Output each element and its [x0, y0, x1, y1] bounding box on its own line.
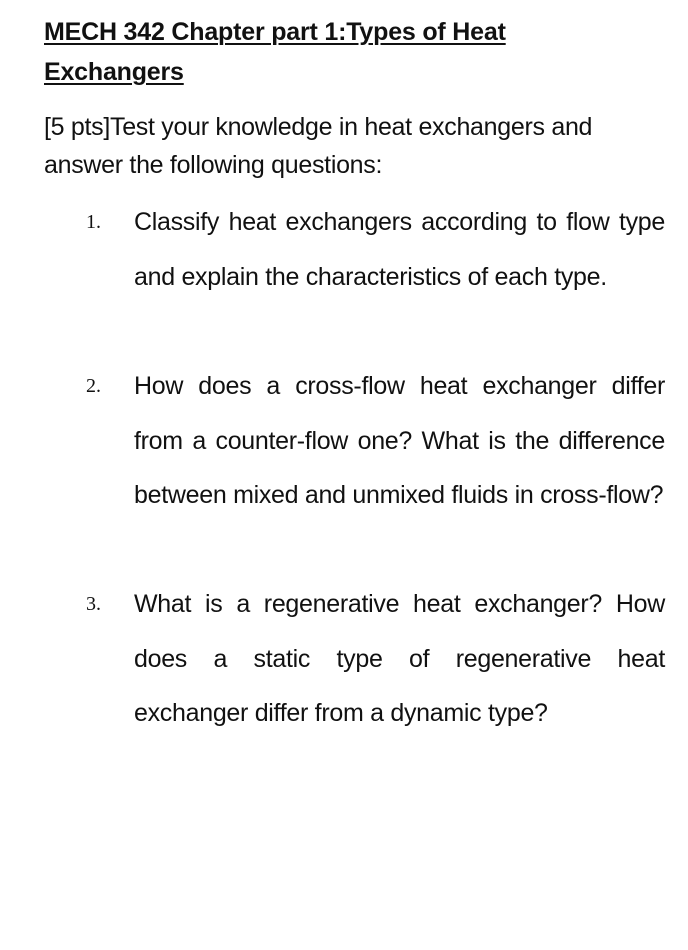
document-title: MECH 342 Chapter part 1:Types of Heat Exchangers — [44, 18, 506, 86]
question-number: 2. — [86, 375, 101, 397]
question-text: What is a regenerative heat exchanger? How does a static type of regenerative heat exchanger differ from a dynamic type? — [134, 590, 665, 727]
question-text: How does a cross-flow heat exchanger differ from a counter-flow one? What is the difference between mixed and unmixed fluids in cross-flow? — [134, 372, 665, 509]
question-number: 3. — [86, 593, 101, 615]
question-text: Classify heat exchangers according to flow type and explain the characteristics of each type. — [134, 208, 665, 291]
instructions-text: [5 pts]Test your knowledge in heat exchangers and answer the following questions: — [44, 113, 593, 179]
question-number: 1. — [86, 211, 101, 233]
